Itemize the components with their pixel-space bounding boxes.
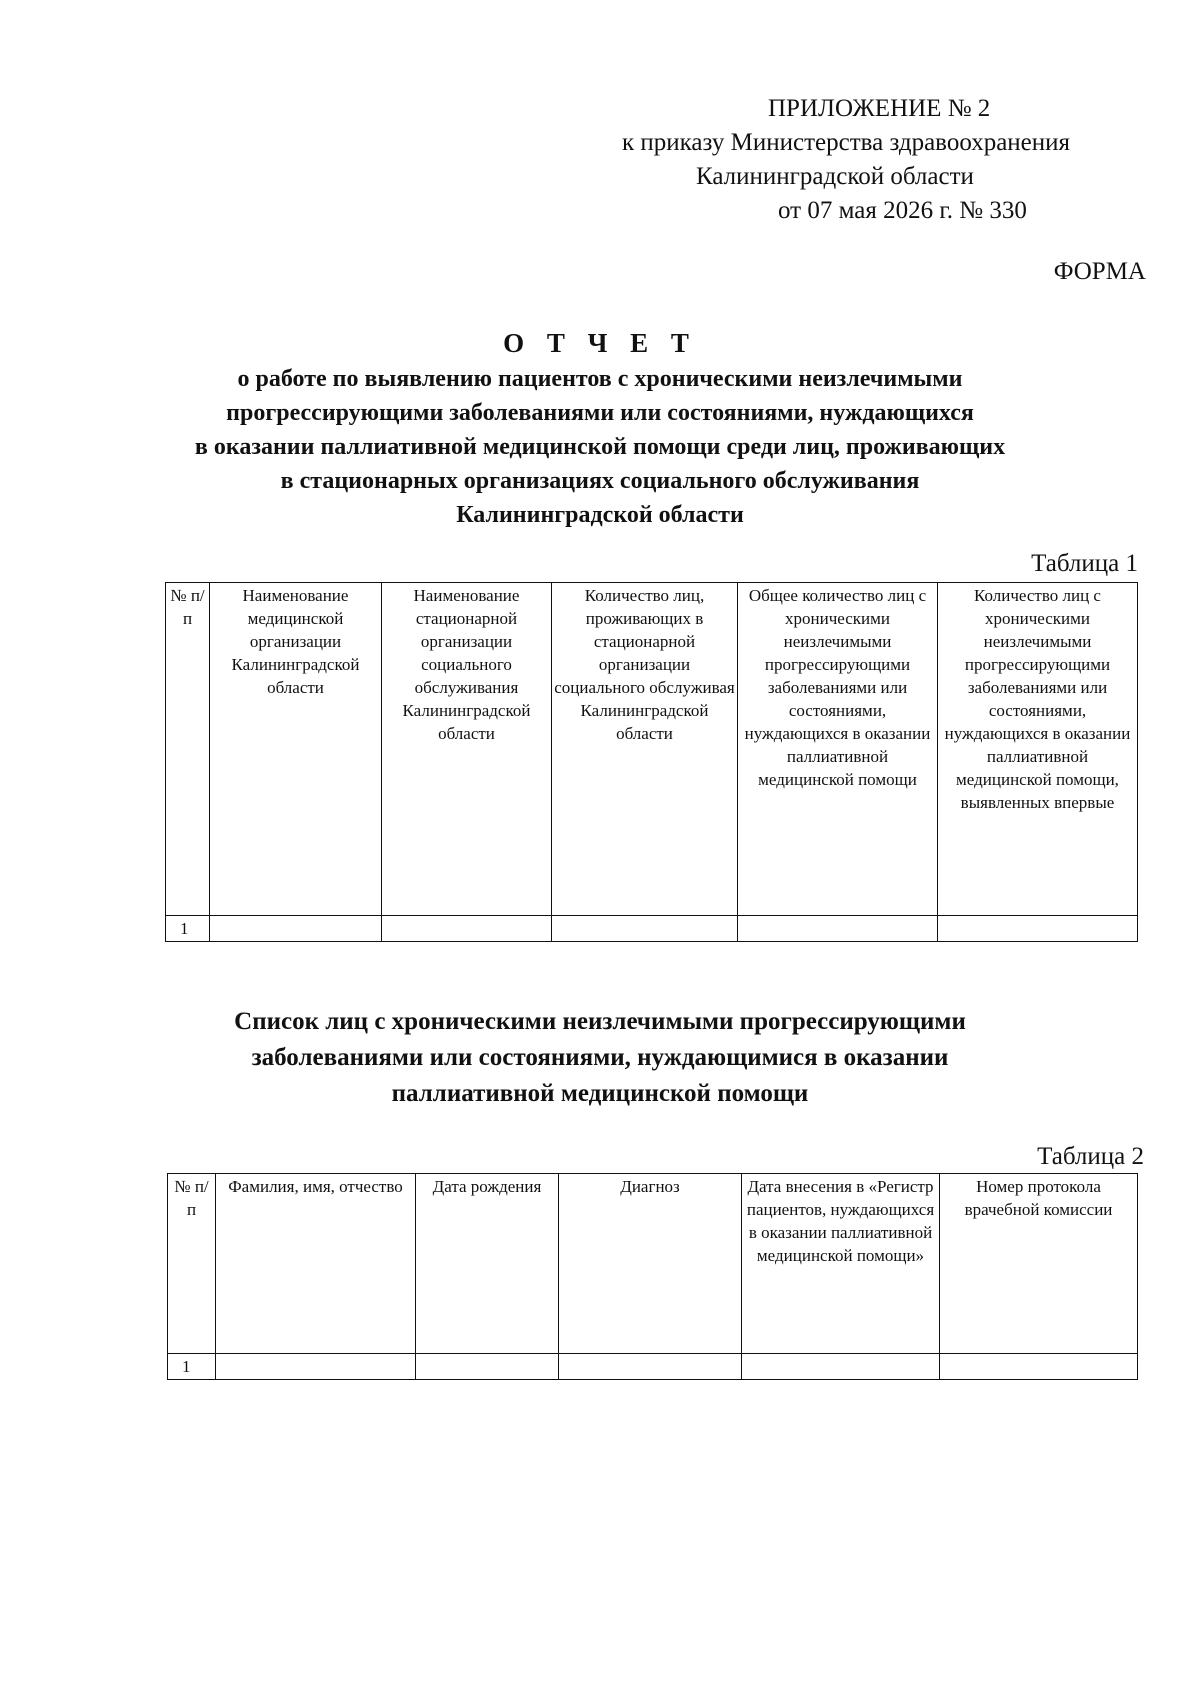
table-cell [742, 1354, 940, 1380]
table-row [166, 916, 1138, 942]
list-title [150, 1004, 1050, 1112]
list-title-line: заболеваниями или состояниями, нуждающимися в оказании [251, 1044, 949, 1071]
table-cell [559, 1354, 742, 1380]
report-title-line: о работе по выявлению пациентов с хроническими неизлечимыми [237, 366, 963, 392]
patient-list-table [167, 1173, 1138, 1380]
list-title-line: Список лиц с хроническими неизлечимыми прогрессирующими [234, 1008, 966, 1035]
column-header-medical-org: Наименование медицинской организации Калининградской области [210, 583, 382, 916]
row-number: 1 [168, 1354, 216, 1380]
column-header-birth-date: Дата рождения [416, 1174, 559, 1354]
column-header-total-palliative: Общее количество лиц с хроническими неизлечимыми прогрессирующими заболеваниями или состояниями, нуждающихся в оказании паллиативной медицинской помощи [738, 583, 938, 916]
list-title-line: паллиативной медицинской помощи [391, 1080, 809, 1107]
column-header-residents-count: Количество лиц, проживающих в стационарной организации социального обслуживая Калининградской области [552, 583, 738, 916]
table-cell [552, 916, 738, 942]
appendix-order-ref: к приказу Министерства здравоохранения [622, 129, 1071, 156]
report-title-line: в оказании паллиативной медицинской помощи среди лиц, проживающих [194, 434, 1006, 460]
table-cell [382, 916, 552, 942]
table-header-row [166, 583, 1138, 916]
table-cell [738, 916, 938, 942]
table-cell [416, 1354, 559, 1380]
table-header-row [168, 1174, 1138, 1354]
table1-label: Таблица 1 [1031, 550, 1138, 577]
table-cell [216, 1354, 416, 1380]
column-header-first-detected: Количество лиц с хроническими неизлечимыми прогрессирующими заболеваниями или состояниями, нуждающихся в оказании паллиативной медицинской помощи, выявленных впервые [938, 583, 1138, 916]
report-title-line: Калининградской области [456, 502, 744, 528]
column-header-social-org: Наименование стационарной организации социального обслуживания Калининградской области [382, 583, 552, 916]
table-cell [210, 916, 382, 942]
report-title-line: в стационарных организациях социального обслуживания [280, 468, 920, 494]
report-heading: О Т Ч Е Т [503, 328, 697, 358]
table-row [168, 1354, 1138, 1380]
table-cell [940, 1354, 1138, 1380]
column-header-number: № п/п [168, 1174, 216, 1354]
appendix-header [600, 92, 1160, 228]
column-header-full-name: Фамилия, имя, отчество [216, 1174, 416, 1354]
report-table [165, 582, 1138, 942]
appendix-date: от 07 мая 2026 г. № 330 [778, 197, 1027, 224]
row-number: 1 [166, 916, 210, 942]
column-header-diagnosis: Диагноз [559, 1174, 742, 1354]
table-cell [938, 916, 1138, 942]
form-label: ФОРМА [1053, 258, 1146, 285]
column-header-number: № п/п [166, 583, 210, 916]
report-title-line: прогрессирующими заболеваниями или состояниями, нуждающихся [226, 400, 974, 426]
appendix-region: Калининградской области [696, 163, 974, 190]
column-header-protocol-number: Номер протокола врачебной комиссии [940, 1174, 1138, 1354]
report-title [150, 326, 1050, 532]
column-header-register-date: Дата внесения в «Регистр пациентов, нуждающихся в оказании паллиативной медицинской помощи» [742, 1174, 940, 1354]
appendix-number: ПРИЛОЖЕНИЕ № 2 [768, 95, 991, 122]
table2-label: Таблица 2 [1037, 1143, 1144, 1170]
